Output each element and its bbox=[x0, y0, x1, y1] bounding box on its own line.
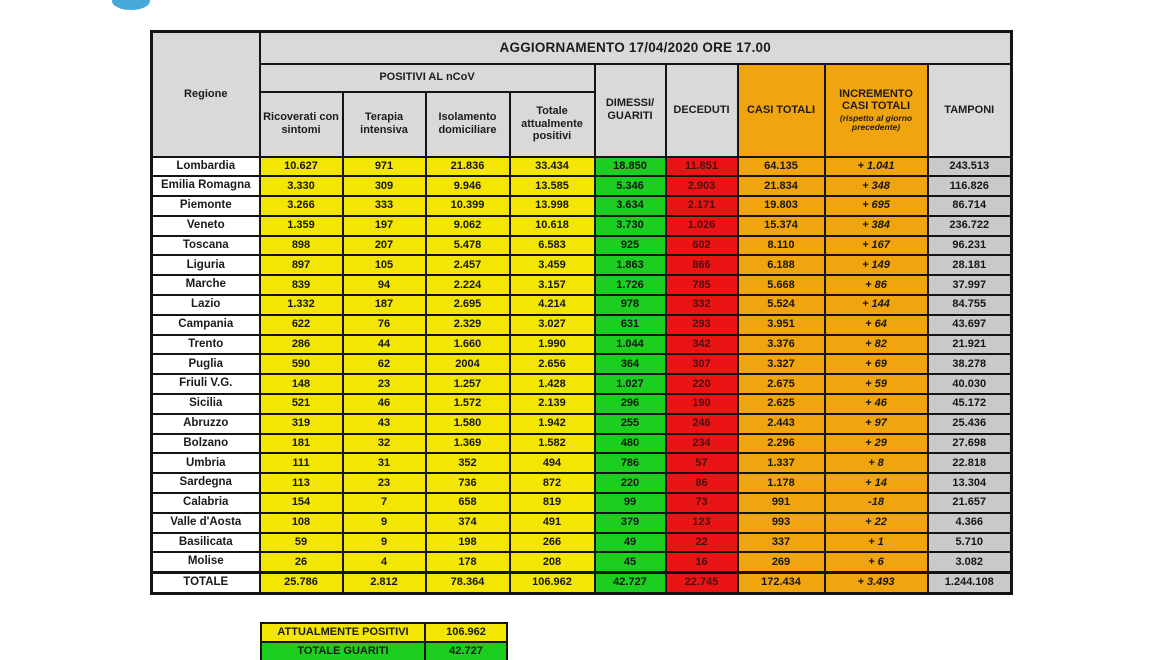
cell-deceduti: 866 bbox=[666, 255, 738, 275]
region-name-cell: Emilia Romagna bbox=[152, 176, 260, 196]
cell-ricoverati: 108 bbox=[260, 513, 343, 533]
cell-tamponi: 13.304 bbox=[928, 473, 1012, 493]
table-row bbox=[152, 493, 1012, 513]
cell-incremento: + 149 bbox=[825, 255, 928, 275]
cell-deceduti: 57 bbox=[666, 453, 738, 473]
region-name-cell: Piemonte bbox=[152, 196, 260, 216]
region-name-cell: Liguria bbox=[152, 255, 260, 275]
table-row bbox=[152, 315, 1012, 335]
cell-dimessi: 1.863 bbox=[595, 255, 666, 275]
cell-ricoverati: 1.359 bbox=[260, 216, 343, 236]
cell-incremento: + 82 bbox=[825, 335, 928, 355]
cell-ricoverati: 897 bbox=[260, 255, 343, 275]
region-name-cell: Abruzzo bbox=[152, 414, 260, 434]
cell-dimessi: 296 bbox=[595, 394, 666, 414]
cell-isolamento: 374 bbox=[426, 513, 510, 533]
table-row bbox=[152, 255, 1012, 275]
cell-dimessi: 978 bbox=[595, 295, 666, 315]
cell-casi-totali: 3.327 bbox=[738, 354, 825, 374]
cell-terapia: 23 bbox=[343, 473, 426, 493]
cell-tamponi: 96.231 bbox=[928, 236, 1012, 256]
cell-tamponi: 86.714 bbox=[928, 196, 1012, 216]
cell-totale-positivi: 13.998 bbox=[510, 196, 595, 216]
cell-deceduti: 332 bbox=[666, 295, 738, 315]
region-name-cell: Calabria bbox=[152, 493, 260, 513]
cell-tamponi: 27.698 bbox=[928, 434, 1012, 454]
col-header-ricoverati: Ricoverati con sintomi bbox=[260, 92, 343, 157]
cell-deceduti: 602 bbox=[666, 236, 738, 256]
summary-row-positivi bbox=[261, 623, 507, 642]
cell-casi-totali: 2.625 bbox=[738, 394, 825, 414]
cell-dimessi: 480 bbox=[595, 434, 666, 454]
cell-tamponi: 5.710 bbox=[928, 533, 1012, 553]
cell-totale-positivi: 2.139 bbox=[510, 394, 595, 414]
cell-tamponi: 4.366 bbox=[928, 513, 1012, 533]
cell-deceduti: 190 bbox=[666, 394, 738, 414]
region-name-cell: Marche bbox=[152, 275, 260, 295]
cell-terapia: 187 bbox=[343, 295, 426, 315]
cell-casi-totali: 2.675 bbox=[738, 374, 825, 394]
cell-incremento: + 22 bbox=[825, 513, 928, 533]
table-row bbox=[152, 414, 1012, 434]
cell-incremento: + 3.493 bbox=[825, 572, 928, 593]
cell-casi-totali: 19.803 bbox=[738, 196, 825, 216]
cell-isolamento: 2.224 bbox=[426, 275, 510, 295]
cell-tamponi: 84.755 bbox=[928, 295, 1012, 315]
cell-casi-totali: 993 bbox=[738, 513, 825, 533]
cell-ricoverati: 3.330 bbox=[260, 176, 343, 196]
cell-terapia: 43 bbox=[343, 414, 426, 434]
cell-tamponi: 38.278 bbox=[928, 354, 1012, 374]
cell-terapia: 207 bbox=[343, 236, 426, 256]
cell-ricoverati: 521 bbox=[260, 394, 343, 414]
cell-incremento: + 1.041 bbox=[825, 157, 928, 177]
cell-isolamento: 1.369 bbox=[426, 434, 510, 454]
region-name-cell: Bolzano bbox=[152, 434, 260, 454]
cell-totale-positivi: 208 bbox=[510, 552, 595, 572]
cell-totale-positivi: 106.962 bbox=[510, 572, 595, 593]
cell-isolamento: 658 bbox=[426, 493, 510, 513]
cell-terapia: 32 bbox=[343, 434, 426, 454]
cell-terapia: 309 bbox=[343, 176, 426, 196]
cell-totale-positivi: 13.585 bbox=[510, 176, 595, 196]
cell-tamponi: 21.921 bbox=[928, 335, 1012, 355]
table-row bbox=[152, 236, 1012, 256]
summary-label-attualmente-positivi: ATTUALMENTE POSITIVI bbox=[261, 623, 425, 642]
cell-casi-totali: 2.296 bbox=[738, 434, 825, 454]
cell-isolamento: 1.572 bbox=[426, 394, 510, 414]
cell-ricoverati: 10.627 bbox=[260, 157, 343, 177]
cell-isolamento: 9.062 bbox=[426, 216, 510, 236]
covid-region-table bbox=[150, 30, 1013, 595]
cell-ricoverati: 113 bbox=[260, 473, 343, 493]
cell-casi-totali: 1.178 bbox=[738, 473, 825, 493]
table-row bbox=[152, 216, 1012, 236]
cell-incremento: + 384 bbox=[825, 216, 928, 236]
cell-deceduti: 307 bbox=[666, 354, 738, 374]
cell-casi-totali: 991 bbox=[738, 493, 825, 513]
cell-dimessi: 379 bbox=[595, 513, 666, 533]
table-row bbox=[152, 453, 1012, 473]
cell-deceduti: 220 bbox=[666, 374, 738, 394]
cell-totale-positivi: 819 bbox=[510, 493, 595, 513]
cell-casi-totali: 337 bbox=[738, 533, 825, 553]
region-name-cell: Trento bbox=[152, 335, 260, 355]
cell-deceduti: 342 bbox=[666, 335, 738, 355]
summary-label-totale-guariti: TOTALE GUARITI bbox=[261, 642, 425, 660]
cell-dimessi: 255 bbox=[595, 414, 666, 434]
region-name-cell: Veneto bbox=[152, 216, 260, 236]
cell-deceduti: 246 bbox=[666, 414, 738, 434]
cell-casi-totali: 172.434 bbox=[738, 572, 825, 593]
cell-isolamento: 78.364 bbox=[426, 572, 510, 593]
cell-isolamento: 2.457 bbox=[426, 255, 510, 275]
cell-isolamento: 1.257 bbox=[426, 374, 510, 394]
cell-casi-totali: 15.374 bbox=[738, 216, 825, 236]
cell-ricoverati: 286 bbox=[260, 335, 343, 355]
region-name-cell: Lazio bbox=[152, 295, 260, 315]
cell-tamponi: 22.818 bbox=[928, 453, 1012, 473]
cell-terapia: 46 bbox=[343, 394, 426, 414]
col-header-incremento-subtitle: (rispetto al giorno precedente) bbox=[839, 112, 913, 133]
cell-terapia: 333 bbox=[343, 196, 426, 216]
table-row bbox=[152, 513, 1012, 533]
cell-incremento: + 144 bbox=[825, 295, 928, 315]
cell-totale-positivi: 33.434 bbox=[510, 157, 595, 177]
region-name-cell: Campania bbox=[152, 315, 260, 335]
cell-isolamento: 2004 bbox=[426, 354, 510, 374]
cell-ricoverati: 590 bbox=[260, 354, 343, 374]
cell-isolamento: 5.478 bbox=[426, 236, 510, 256]
cell-tamponi: 25.436 bbox=[928, 414, 1012, 434]
cell-tamponi: 45.172 bbox=[928, 394, 1012, 414]
cell-dimessi: 1.726 bbox=[595, 275, 666, 295]
cell-tamponi: 37.997 bbox=[928, 275, 1012, 295]
cell-incremento: + 14 bbox=[825, 473, 928, 493]
table-row bbox=[152, 354, 1012, 374]
cell-tamponi: 116.826 bbox=[928, 176, 1012, 196]
totals-row bbox=[152, 572, 1012, 593]
table-row bbox=[152, 374, 1012, 394]
cell-isolamento: 2.329 bbox=[426, 315, 510, 335]
cell-deceduti: 2.171 bbox=[666, 196, 738, 216]
cell-incremento: + 348 bbox=[825, 176, 928, 196]
table-row bbox=[152, 533, 1012, 553]
table-row bbox=[152, 434, 1012, 454]
cell-dimessi: 42.727 bbox=[595, 572, 666, 593]
table-row bbox=[152, 335, 1012, 355]
cell-totale-positivi: 3.027 bbox=[510, 315, 595, 335]
cell-ricoverati: 154 bbox=[260, 493, 343, 513]
table-row bbox=[152, 176, 1012, 196]
cell-terapia: 9 bbox=[343, 533, 426, 553]
cell-tamponi: 28.181 bbox=[928, 255, 1012, 275]
cell-terapia: 9 bbox=[343, 513, 426, 533]
cell-isolamento: 2.695 bbox=[426, 295, 510, 315]
cell-totale-positivi: 10.618 bbox=[510, 216, 595, 236]
cell-terapia: 4 bbox=[343, 552, 426, 572]
cell-casi-totali: 64.135 bbox=[738, 157, 825, 177]
cell-dimessi: 45 bbox=[595, 552, 666, 572]
cell-terapia: 44 bbox=[343, 335, 426, 355]
cell-tamponi: 1.244.108 bbox=[928, 572, 1012, 593]
cell-ricoverati: 3.266 bbox=[260, 196, 343, 216]
cell-ricoverati: 148 bbox=[260, 374, 343, 394]
cell-terapia: 105 bbox=[343, 255, 426, 275]
region-name-cell: Umbria bbox=[152, 453, 260, 473]
region-name-cell: Sicilia bbox=[152, 394, 260, 414]
cell-tamponi: 40.030 bbox=[928, 374, 1012, 394]
cell-ricoverati: 1.332 bbox=[260, 295, 343, 315]
table-row bbox=[152, 552, 1012, 572]
cell-incremento: + 64 bbox=[825, 315, 928, 335]
region-name-cell: Friuli V.G. bbox=[152, 374, 260, 394]
cell-totale-positivi: 872 bbox=[510, 473, 595, 493]
cell-dimessi: 364 bbox=[595, 354, 666, 374]
cell-tamponi: 243.513 bbox=[928, 157, 1012, 177]
col-header-dimessi: DIMESSI/ GUARITI bbox=[595, 64, 666, 157]
table-row bbox=[152, 157, 1012, 177]
cell-incremento: + 167 bbox=[825, 236, 928, 256]
cell-casi-totali: 6.188 bbox=[738, 255, 825, 275]
cell-casi-totali: 3.376 bbox=[738, 335, 825, 355]
cell-deceduti: 2.903 bbox=[666, 176, 738, 196]
col-header-tamponi: TAMPONI bbox=[928, 64, 1012, 157]
cell-ricoverati: 111 bbox=[260, 453, 343, 473]
summary-value-attualmente-positivi: 106.962 bbox=[425, 623, 507, 642]
cell-deceduti: 16 bbox=[666, 552, 738, 572]
cell-totale-positivi: 3.459 bbox=[510, 255, 595, 275]
cell-dimessi: 5.346 bbox=[595, 176, 666, 196]
cell-casi-totali: 2.443 bbox=[738, 414, 825, 434]
cell-dimessi: 49 bbox=[595, 533, 666, 553]
region-name-cell: Basilicata bbox=[152, 533, 260, 553]
table-row bbox=[152, 394, 1012, 414]
table-row bbox=[152, 473, 1012, 493]
cell-totale-positivi: 2.656 bbox=[510, 354, 595, 374]
table-header bbox=[152, 32, 1012, 157]
cell-incremento: + 8 bbox=[825, 453, 928, 473]
cell-terapia: 971 bbox=[343, 157, 426, 177]
cell-incremento: + 86 bbox=[825, 275, 928, 295]
cell-incremento: + 6 bbox=[825, 552, 928, 572]
col-header-incremento-label: INCREMENTO CASI TOTALI bbox=[839, 87, 913, 113]
cell-isolamento: 736 bbox=[426, 473, 510, 493]
cell-casi-totali: 8.110 bbox=[738, 236, 825, 256]
table-row bbox=[152, 196, 1012, 216]
cell-totale-positivi: 1.990 bbox=[510, 335, 595, 355]
cell-terapia: 94 bbox=[343, 275, 426, 295]
col-header-terapia: Terapia intensiva bbox=[343, 92, 426, 157]
cell-casi-totali: 21.834 bbox=[738, 176, 825, 196]
cell-terapia: 7 bbox=[343, 493, 426, 513]
cell-casi-totali: 5.668 bbox=[738, 275, 825, 295]
cell-isolamento: 352 bbox=[426, 453, 510, 473]
col-header-deceduti: DECEDUTI bbox=[666, 64, 738, 157]
cell-totale-positivi: 1.942 bbox=[510, 414, 595, 434]
region-name-cell: Puglia bbox=[152, 354, 260, 374]
cell-dimessi: 1.044 bbox=[595, 335, 666, 355]
region-name-cell: Lombardia bbox=[152, 157, 260, 177]
cell-dimessi: 18.850 bbox=[595, 157, 666, 177]
cell-dimessi: 1.027 bbox=[595, 374, 666, 394]
cell-casi-totali: 1.337 bbox=[738, 453, 825, 473]
cell-dimessi: 631 bbox=[595, 315, 666, 335]
cell-tamponi: 21.657 bbox=[928, 493, 1012, 513]
cell-casi-totali: 5.524 bbox=[738, 295, 825, 315]
cell-dimessi: 3.730 bbox=[595, 216, 666, 236]
col-header-casi-totali: CASI TOTALI bbox=[738, 64, 825, 157]
cell-dimessi: 3.634 bbox=[595, 196, 666, 216]
cell-terapia: 2.812 bbox=[343, 572, 426, 593]
cell-totale-positivi: 1.428 bbox=[510, 374, 595, 394]
cell-isolamento: 1.580 bbox=[426, 414, 510, 434]
cell-deceduti: 73 bbox=[666, 493, 738, 513]
summary-value-totale-guariti: 42.727 bbox=[425, 642, 507, 660]
cell-isolamento: 10.399 bbox=[426, 196, 510, 216]
cell-incremento: + 29 bbox=[825, 434, 928, 454]
cell-isolamento: 198 bbox=[426, 533, 510, 553]
cell-ricoverati: 25.786 bbox=[260, 572, 343, 593]
cell-ricoverati: 839 bbox=[260, 275, 343, 295]
cell-deceduti: 11.851 bbox=[666, 157, 738, 177]
cell-totale-positivi: 6.583 bbox=[510, 236, 595, 256]
table-row bbox=[152, 295, 1012, 315]
cell-deceduti: 22.745 bbox=[666, 572, 738, 593]
update-banner: AGGIORNAMENTO 17/04/2020 ORE 17.00 bbox=[260, 32, 1012, 64]
cell-tamponi: 236.722 bbox=[928, 216, 1012, 236]
cell-deceduti: 293 bbox=[666, 315, 738, 335]
cell-incremento: + 46 bbox=[825, 394, 928, 414]
cell-incremento: -18 bbox=[825, 493, 928, 513]
cell-deceduti: 234 bbox=[666, 434, 738, 454]
site-logo-icon bbox=[112, 0, 150, 10]
cell-isolamento: 9.946 bbox=[426, 176, 510, 196]
cell-isolamento: 21.836 bbox=[426, 157, 510, 177]
cell-totale-positivi: 4.214 bbox=[510, 295, 595, 315]
cell-dimessi: 220 bbox=[595, 473, 666, 493]
col-header-isolamento: Isolamento domiciliare bbox=[426, 92, 510, 157]
cell-ricoverati: 319 bbox=[260, 414, 343, 434]
col-header-regione: Regione bbox=[152, 32, 260, 157]
region-name-cell: Valle d'Aosta bbox=[152, 513, 260, 533]
cell-isolamento: 1.660 bbox=[426, 335, 510, 355]
col-group-positivi: POSITIVI AL nCoV bbox=[260, 64, 595, 92]
summary-row-guariti bbox=[261, 642, 507, 660]
cell-tamponi: 43.697 bbox=[928, 315, 1012, 335]
cell-incremento: + 695 bbox=[825, 196, 928, 216]
cell-terapia: 62 bbox=[343, 354, 426, 374]
region-name-cell: TOTALE bbox=[152, 572, 260, 593]
cell-ricoverati: 59 bbox=[260, 533, 343, 553]
col-header-incremento bbox=[825, 64, 928, 157]
cell-totale-positivi: 266 bbox=[510, 533, 595, 553]
cell-deceduti: 123 bbox=[666, 513, 738, 533]
cell-deceduti: 785 bbox=[666, 275, 738, 295]
cell-terapia: 197 bbox=[343, 216, 426, 236]
cell-dimessi: 786 bbox=[595, 453, 666, 473]
cell-incremento: + 59 bbox=[825, 374, 928, 394]
cell-dimessi: 925 bbox=[595, 236, 666, 256]
cell-terapia: 31 bbox=[343, 453, 426, 473]
table-row bbox=[152, 275, 1012, 295]
cell-totale-positivi: 1.582 bbox=[510, 434, 595, 454]
region-name-cell: Toscana bbox=[152, 236, 260, 256]
cell-dimessi: 99 bbox=[595, 493, 666, 513]
cell-ricoverati: 898 bbox=[260, 236, 343, 256]
cell-deceduti: 1.026 bbox=[666, 216, 738, 236]
col-header-totale-positivi: Totale attualmente positivi bbox=[510, 92, 595, 157]
region-name-cell: Molise bbox=[152, 552, 260, 572]
cell-terapia: 76 bbox=[343, 315, 426, 335]
cell-tamponi: 3.082 bbox=[928, 552, 1012, 572]
cell-casi-totali: 3.951 bbox=[738, 315, 825, 335]
cell-ricoverati: 622 bbox=[260, 315, 343, 335]
table-body bbox=[152, 157, 1012, 594]
region-name-cell: Sardegna bbox=[152, 473, 260, 493]
summary-table bbox=[260, 622, 508, 660]
cell-totale-positivi: 3.157 bbox=[510, 275, 595, 295]
cell-incremento: + 69 bbox=[825, 354, 928, 374]
cell-incremento: + 97 bbox=[825, 414, 928, 434]
cell-deceduti: 22 bbox=[666, 533, 738, 553]
cell-casi-totali: 269 bbox=[738, 552, 825, 572]
cell-totale-positivi: 494 bbox=[510, 453, 595, 473]
cell-totale-positivi: 491 bbox=[510, 513, 595, 533]
cell-deceduti: 86 bbox=[666, 473, 738, 493]
cell-ricoverati: 26 bbox=[260, 552, 343, 572]
cell-incremento: + 1 bbox=[825, 533, 928, 553]
cell-ricoverati: 181 bbox=[260, 434, 343, 454]
cell-isolamento: 178 bbox=[426, 552, 510, 572]
cell-terapia: 23 bbox=[343, 374, 426, 394]
